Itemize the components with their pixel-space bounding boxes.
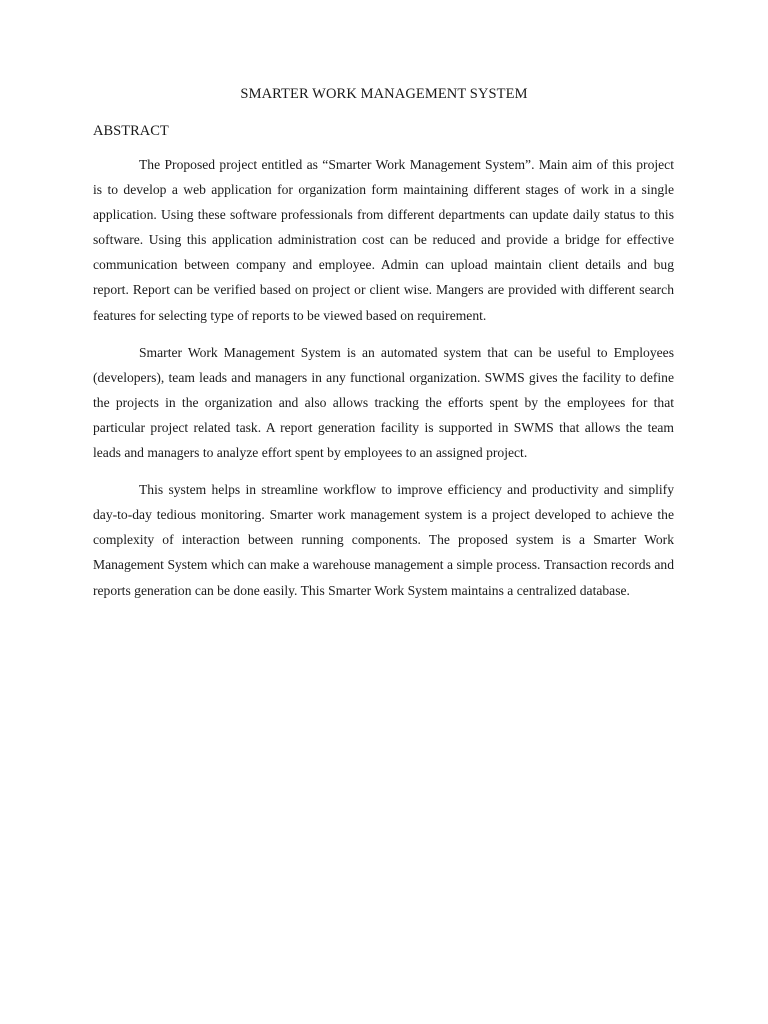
abstract-paragraph-2: Smarter Work Management System is an automated system that can be useful to Employees (developers), team leads and managers in any functional organization. SWMS gives the facility to define the projects in the organization and also allows tracking the efforts spent by the employees for that particular project related task. A report generation facility is supported in SWMS that allows the team leads and managers to analyze effort spent by employees to an assigned project. <box>93 344 674 461</box>
abstract-paragraph-3: This system helps in streamline workflow to improve efficiency and productivity and simplify day-to-day tedious monitoring. Smarter work management system is a project developed to achieve the complexity of interaction between running components. The proposed system is a Smarter Work Management System which can make a warehouse management a simple process. Transaction records and reports generation can be done easily. This Smarter Work System maintains a centralized database. <box>93 482 674 598</box>
abstract-paragraph-1: The Proposed project entitled as “Smarter Work Management System”. Main aim of this project is to develop a web application for organization form maintaining different stages of work in a single application. Using these software professionals from different departments can update daily status to this software. Using this application administration cost can be reduced and provide a bridge for effective communication between company and employee. Admin can upload maintain client details and bug report. Report can be verified based on project or client wise. Mangers are provided with different search features for selecting type of reports to be viewed based on requirement. <box>93 157 674 323</box>
section-heading-abstract: ABSTRACT <box>93 123 169 139</box>
document-title: SMARTER WORK MANAGEMENT SYSTEM <box>240 86 528 102</box>
abstract-body <box>93 152 674 615</box>
